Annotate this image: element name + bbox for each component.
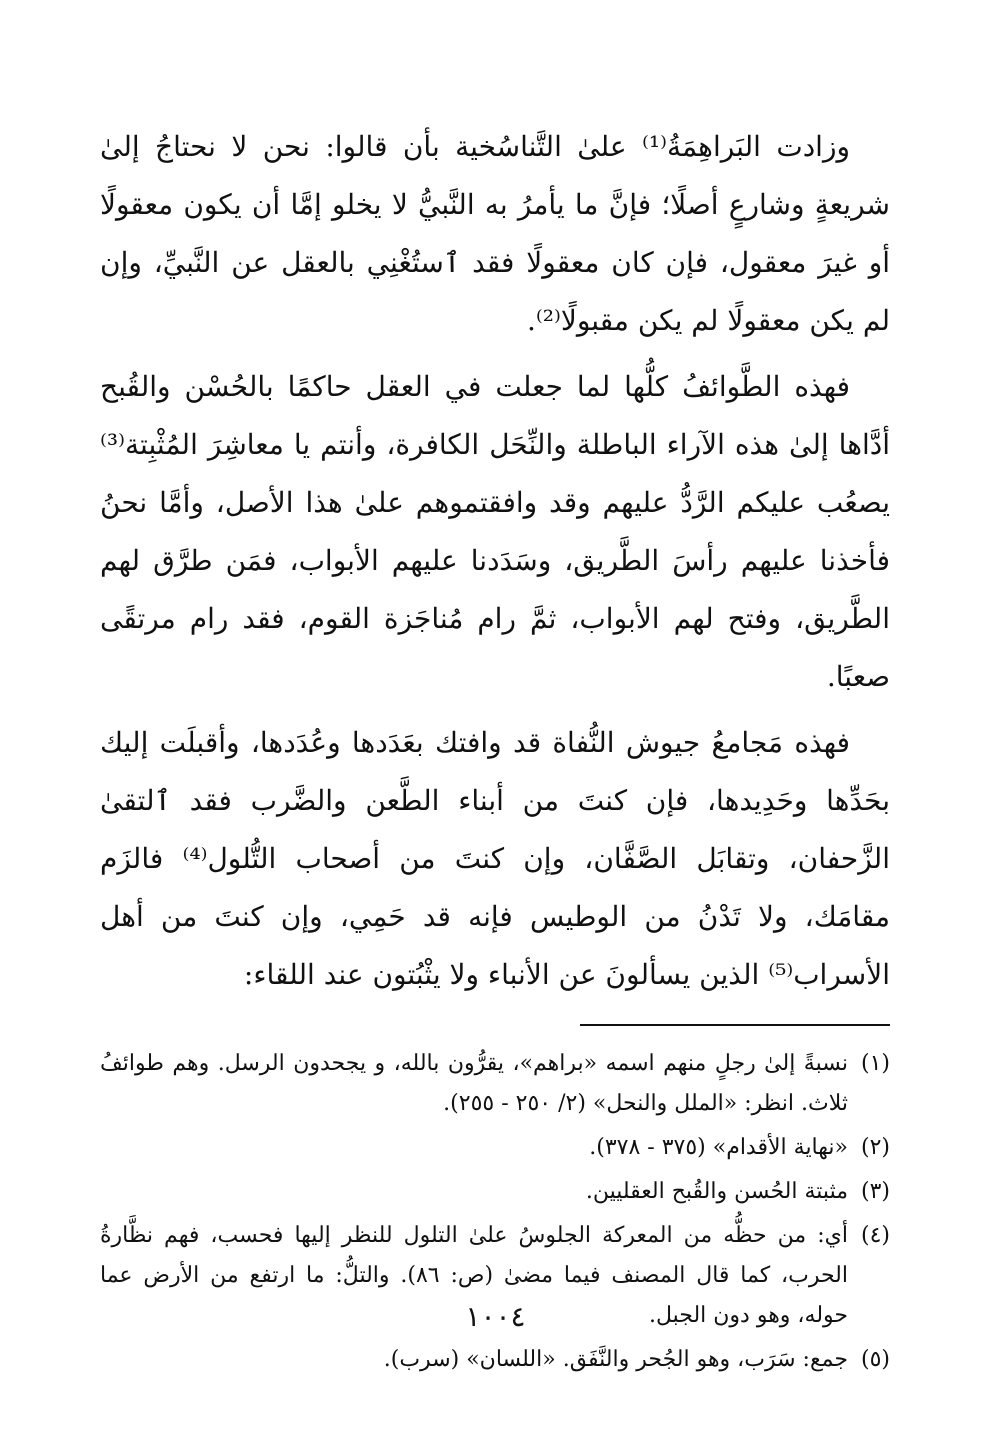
footnote-divider <box>580 1024 890 1026</box>
footnote-3 <box>100 1172 890 1212</box>
footnote-2 <box>100 1128 890 1168</box>
footnote-text: أي: من حظُّه من المعركة الجلوسُ علىٰ التلول للنظر إليها فحسب، فهم نظَّارةُ الحرب، كما قال المصنف فيما مضىٰ (ص: ٨٦). والتلُّ: ما ارتفع من الأرض عما حوله، وهو دون الجبل. <box>100 1223 848 1328</box>
footnote-number: (١) <box>860 1051 890 1076</box>
paragraph-2: فهذه الطَّوائفُ كلُّها لما جعلت في العقل حاكمًا بالحُسْن والقُبح أدَّاها إلىٰ هذه الآراء الباطلة والنِّحَل الكافرة، وأنتم يا معاشِرَ المُثْبِتة⁽³⁾ يصعُب عليكم الرَّدُّ عليهم وقد وافقتموهم علىٰ هذا الأصل، وأمَّا نحنُ فأخذنا عليهم رأسَ الطَّريق، وسَدَدنا عليهم الأبواب، فمَن طرَّق لهم الطَّريق، وفتح لهم الأبواب، ثمَّ رام مُناجَزة القوم، فقد رام مرتقًى صعبًا. <box>100 370 890 693</box>
footnote-text: «نهاية الأقدام» (٣٧٥ - ٣٧٨). <box>589 1135 848 1160</box>
page-number: ١٠٠٤ <box>465 1300 526 1333</box>
page-body <box>100 118 890 1384</box>
footnote-text: جمع: سَرَب، وهو الجُحر والنَّفَق. «اللسان» (سرب). <box>383 1347 848 1372</box>
footnote-number: (٢) <box>860 1135 890 1160</box>
paragraph-3: فهذه مَجامعُ جيوش النُّفاة قد وافتك بعَدَدها وعُدَدها، وأقبلَت إليك بحَدِّها وحَدِيدها، فإن كنتَ من أبناء الطَّعن والضَّرب فقد ٱلتقىٰ الزَّحفان، وتقابَل الصَّفَّان، وإن كنتَ من أصحاب التُّلول⁽⁴⁾ فالزَم مقامَك، ولا تَدْنُ من الوطيس فإنه قد حَمِي، وإن كنتَ من أهل الأسراب⁽⁵⁾ الذين يسألونَ عن الأنباء ولا يثْبُتون عند اللقاء: <box>100 726 890 991</box>
footnote-1 <box>100 1044 890 1124</box>
footnote-number: (٥) <box>860 1347 890 1372</box>
footnote-text: مثبتة الحُسن والقُبح العقليين. <box>585 1179 848 1204</box>
paragraph-1: وزادت البَراهِمَةُ⁽¹⁾ علىٰ التَّناسُخية بأن قالوا: نحن لا نحتاجُ إلىٰ شريعةٍ وشارعٍ أصلًا؛ فإنَّ ما يأمرُ به النَّبيُّ لا يخلو إمَّا أن يكون معقولًا أو غيرَ معقول، فإن كان معقولًا فقد ٱستُغْنِي بالعقل عن النَّبيِّ، وإن لم يكن معقولًا لم يكن مقبولًا⁽²⁾. <box>100 130 890 337</box>
footnote-5 <box>100 1340 890 1380</box>
footnote-number: (٣) <box>860 1179 890 1204</box>
footnote-number: (٤) <box>860 1223 890 1248</box>
footnote-text: نسبةً إلىٰ رجلٍ منهم اسمه «براهم»، يقرُّون بالله، و يجحدون الرسل. وهم طوائفُ ثلاث. انظر: «الملل والنحل» (٢/ ٢٥٠ - ٢٥٥). <box>100 1051 848 1116</box>
